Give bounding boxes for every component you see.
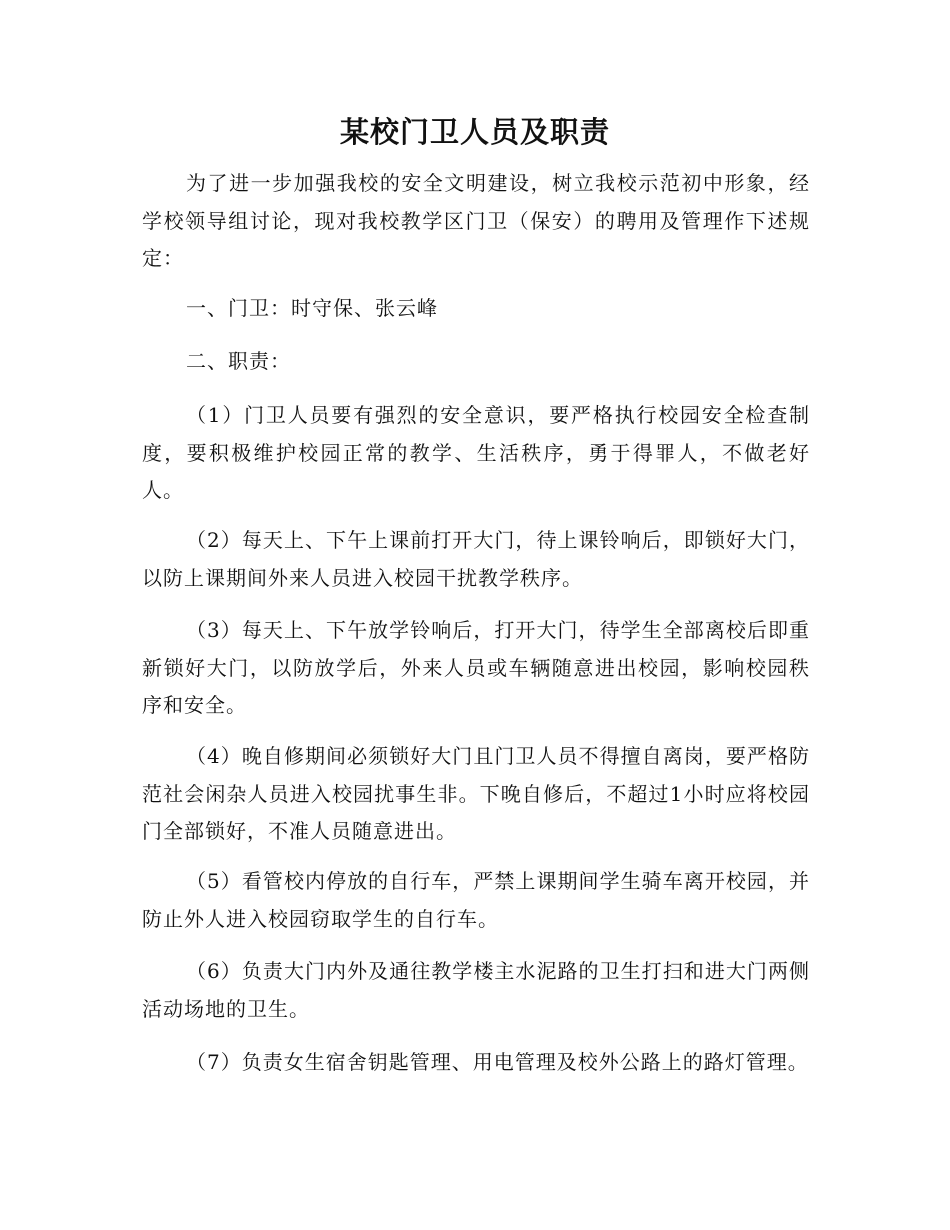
duty-item-4: （4）晚自修期间必须锁好大门且门卫人员不得擅自离岗，要严格防范社会闲杂人员进入校园扰事生非。下晚自修后，不超过1小时应将校园门全部锁好，不准人员随意进出。 [142,744,810,843]
duty-item-6: （6）负责大门内外及通往教学楼主水泥路的卫生打扫和进大门两侧活动场地的卫生。 [142,959,810,1021]
intro-paragraph: 为了进一步加强我校的安全文明建设，树立我校示范初中形象，经学校领导组讨论，现对我校教学区门卫（保安）的聘用及管理作下述规定： [142,171,810,270]
duty-item-2: （2）每天上、下午上课前打开大门，待上课铃响后，即锁好大门，以防上课期间外来人员进入校园干扰教学秩序。 [142,528,810,590]
duties-heading: 二、职责： [186,349,291,373]
document-title: 某校门卫人员及职责 [339,115,610,149]
duty-item-7: （7）负责女生宿舍钥匙管理、用电管理及校外公路上的路灯管理。 [186,1050,809,1074]
duty-item-3: （3）每天上、下午放学铃响后，打开大门，待学生全部离校后即重新锁好大门，以防放学后，外来人员或车辆随意进出校园，影响校园秩序和安全。 [142,618,810,717]
duty-item-1: （1）门卫人员要有强烈的安全意识，要严格执行校园安全检查制度，要积极维护校园正常的教学、生活秩序，勇于得罪人，不做老好人。 [142,403,810,502]
guards-paragraph: 一、门卫：时守保、张云峰 [186,296,438,320]
duty-item-5: （5）看管校内停放的自行车，严禁上课期间学生骑车离开校园，并防止外人进入校园窃取学生的自行车。 [142,869,810,931]
